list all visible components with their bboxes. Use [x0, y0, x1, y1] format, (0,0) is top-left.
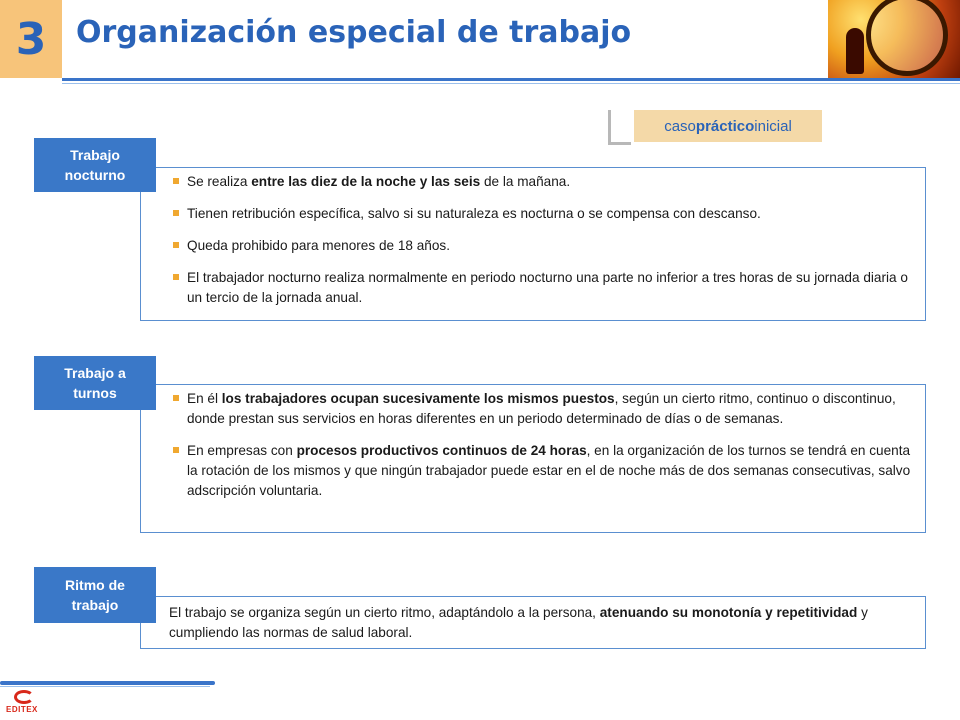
bold-text: procesos productivos continuos de 24 horas [296, 443, 587, 458]
bullet-item [173, 236, 917, 256]
section-tag-shift-work [34, 356, 156, 410]
tag-line: nocturno [64, 167, 126, 183]
tag-line: Trabajo a [64, 365, 126, 381]
chapter-badge [0, 0, 62, 78]
shift-work-list [173, 389, 917, 513]
tag-line: Ritmo de [65, 577, 125, 593]
text-run: y cumpliendo las normas de salud laboral. [169, 605, 868, 640]
runner-silhouette-icon [846, 28, 864, 74]
case-study-label[interactable] [634, 110, 822, 142]
text-run: En él [187, 391, 222, 406]
bullet-item [173, 441, 917, 501]
footer-divider [0, 681, 215, 685]
section-panel-work-rhythm [140, 596, 926, 649]
tag-line: Trabajo [70, 147, 120, 163]
section-panel-shift-work [140, 384, 926, 533]
bullet-item [173, 389, 917, 429]
case-study-link[interactable] [608, 110, 822, 144]
chapter-number: 3 [15, 13, 47, 65]
header-divider [62, 78, 960, 81]
bullet-item [173, 268, 917, 308]
text-run: , según un cierto ritmo, continuo o discontinuo, donde prestan sus servicios en horas diferentes en un periodo determinado de días o de semanas. [187, 391, 896, 426]
text-run: El trabajo se organiza según un cierto ritmo, adaptándolo a la persona, [169, 605, 600, 620]
header-divider-thin [62, 83, 960, 84]
bold-text: los trabajadores ocupan sucesivamente los mismos puestos [221, 391, 615, 406]
editex-logo-icon [14, 690, 34, 704]
text-run: Tienen retribución específica, salvo si su naturaleza es nocturna o se compensa con descanso. [187, 206, 761, 221]
page-title: Organización especial de trabajo [76, 15, 632, 50]
night-work-list [173, 172, 917, 320]
editex-logo [6, 690, 46, 718]
case-study-word-bold: práctico [695, 117, 755, 135]
text-run: Se realiza [187, 174, 252, 189]
text-run: Queda prohibido para menores de 18 años. [187, 238, 450, 253]
section-tag-work-rhythm [34, 567, 156, 623]
bullet-item [173, 204, 917, 224]
editex-logo-text: EDITEX [6, 705, 38, 714]
tag-line: trabajo [71, 597, 119, 613]
footer-divider-thin [0, 686, 210, 687]
bullet-item [173, 172, 917, 192]
bracket-decoration [608, 110, 631, 145]
text-run: de la mañana. [480, 174, 571, 189]
bold-text: atenuando su monotonía y repetitividad [599, 605, 858, 620]
case-study-word-1: caso [664, 117, 696, 135]
bold-text: entre las diez de la noche y las seis [251, 174, 481, 189]
clock-icon [866, 0, 948, 76]
text-run: En empresas con [187, 443, 297, 458]
case-study-word-3: inicial [754, 117, 792, 135]
work-rhythm-text [169, 603, 915, 643]
text-run: , en la organización de los turnos se tendrá en cuenta la rotación de los mismos y que ningún trabajador puede estar en el de noche más de dos semanas consecutivas, salvo adscripción voluntaria. [187, 443, 911, 498]
header-clock-runner-image [828, 0, 960, 78]
section-panel-night-work [140, 167, 926, 321]
text-run: El trabajador nocturno realiza normalmente en periodo nocturno una parte no inferior a tres horas de su jornada diaria o un tercio de la jornada anual. [187, 270, 908, 305]
section-tag-night-work [34, 138, 156, 192]
tag-line: turnos [73, 385, 117, 401]
